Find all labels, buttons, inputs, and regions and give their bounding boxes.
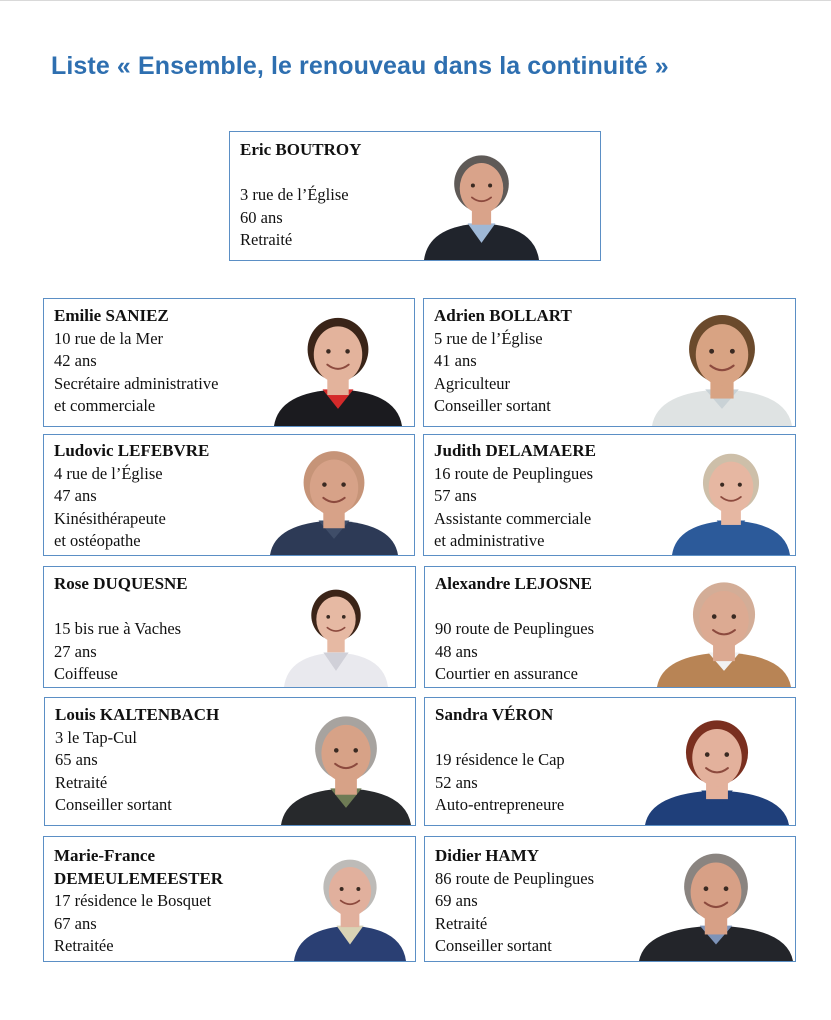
candidate-occupation: Secrétaire administrative — [54, 373, 219, 393]
portrait-eye-left — [334, 748, 339, 753]
portrait-eye-right — [342, 615, 346, 619]
candidate-portrait — [284, 572, 388, 687]
candidate-age: 60 ans — [240, 207, 283, 227]
portrait-face — [321, 725, 370, 782]
candidate-card — [43, 566, 416, 688]
candidate-card — [424, 566, 796, 688]
candidate-age: 27 ans — [54, 641, 97, 661]
candidate-address: 19 résidence le Cap — [435, 750, 565, 769]
candidate-card — [423, 434, 796, 556]
portrait-silhouette — [657, 572, 791, 687]
candidate-portrait — [281, 703, 411, 825]
portrait-silhouette — [645, 710, 789, 825]
portrait-eye-left — [705, 752, 710, 757]
portrait-eye-left — [326, 349, 331, 354]
portrait-face — [709, 462, 754, 514]
candidate-portrait — [424, 138, 539, 260]
candidate-status: Conseiller sortant — [435, 936, 552, 955]
portrait-eye-left — [322, 482, 327, 487]
candidate-portrait — [294, 843, 406, 961]
candidate-address: 15 bis rue à Vaches — [54, 619, 182, 638]
candidate-age: 52 ans — [435, 772, 478, 792]
portrait-face — [692, 729, 741, 787]
candidate-card — [44, 697, 416, 826]
candidate-card — [43, 434, 415, 556]
candidate-address: 86 route de Peuplingues — [435, 868, 595, 888]
candidate-name: Ludovic LEFEBVRE — [54, 441, 210, 460]
candidate-name: Judith DELAMAERE — [434, 441, 597, 460]
portrait-eye-right — [738, 483, 742, 487]
candidate-portrait — [645, 710, 789, 825]
portrait-silhouette — [424, 138, 539, 260]
portrait-eye-right — [724, 886, 729, 891]
page-title: Liste « Ensemble, le renouveau dans la continuité » — [51, 52, 669, 80]
candidate-status: Conseiller sortant — [434, 396, 551, 415]
portrait-eye-right — [724, 752, 729, 757]
candidate-occupation: Coiffeuse — [54, 664, 118, 683]
portrait-eye-right — [730, 349, 735, 354]
portrait-face — [460, 163, 504, 214]
portrait-eye-right — [345, 349, 350, 354]
portrait-silhouette — [639, 843, 793, 961]
candidate-portrait — [639, 843, 793, 961]
candidate-portrait — [657, 572, 791, 687]
candidate-name: Alexandre LEJOSNE — [435, 574, 592, 593]
candidate-age: 67 ans — [54, 913, 97, 933]
candidate-card — [43, 836, 416, 962]
portrait-eye-right — [488, 184, 492, 188]
candidate-name: Emilie SANIEZ — [54, 306, 169, 325]
candidate-address: 3 rue de l’Église — [240, 185, 349, 204]
portrait-eye-left — [712, 614, 717, 619]
candidate-status: Conseiller sortant — [55, 795, 172, 814]
candidate-name: Adrien BOLLART — [434, 306, 572, 325]
candidate-occupation: Agriculteur — [434, 373, 511, 393]
candidate-address: 10 rue de la Mer — [54, 328, 164, 348]
candidate-occupation: Courtier en assurance — [435, 664, 578, 683]
candidate-occupation: Assistante commerciale — [434, 508, 592, 528]
candidate-card — [424, 697, 796, 826]
candidate-occupation: Retraitée — [54, 936, 114, 955]
candidate-portrait — [672, 440, 790, 555]
portrait-eye-left — [471, 184, 475, 188]
candidate-name: Didier HAMY — [435, 846, 540, 865]
candidate-address: 3 le Tap-Cul — [55, 727, 137, 747]
portrait-eye-left — [704, 886, 709, 891]
candidate-age: 42 ans — [54, 351, 97, 370]
portrait-silhouette — [274, 304, 402, 426]
candidate-occupation: Retraité — [240, 230, 293, 249]
candidate-portrait — [652, 304, 792, 426]
candidate-age: 41 ans — [434, 351, 477, 370]
portrait-face — [699, 591, 748, 649]
candidate-address: 90 route de Peuplingues — [435, 619, 595, 638]
candidate-occupation: Auto-entrepreneure — [435, 795, 565, 814]
candidate-card — [43, 298, 415, 427]
portrait-eye-right — [731, 614, 736, 619]
portrait-silhouette — [294, 843, 406, 961]
portrait-silhouette — [652, 304, 792, 426]
candidate-occupation-line2: et commerciale — [54, 396, 156, 415]
candidate-name: Rose DUQUESNE — [54, 574, 188, 593]
portrait-eye-left — [720, 483, 724, 487]
candidate-card — [424, 836, 796, 962]
portrait-eye-left — [326, 615, 330, 619]
candidate-name: Marie-France — [54, 846, 155, 865]
portrait-face — [691, 862, 742, 921]
portrait-eye-right — [353, 748, 358, 753]
candidate-occupation: Kinésithérapeute — [54, 508, 166, 528]
candidate-occupation-line2: et administrative — [434, 531, 545, 550]
portrait-face — [314, 326, 362, 382]
candidate-portrait — [274, 304, 402, 426]
candidate-portrait — [270, 440, 398, 555]
portrait-eye-left — [340, 887, 344, 891]
portrait-face — [310, 460, 358, 516]
top-rule — [0, 0, 831, 1]
candidate-occupation-line2: et ostéopathe — [54, 531, 141, 550]
candidate-name: Sandra VÉRON — [435, 705, 554, 724]
portrait-eye-left — [709, 349, 714, 354]
candidate-age: 47 ans — [54, 486, 97, 505]
candidate-address: 16 route de Peuplingues — [434, 463, 594, 483]
candidate-occupation: Retraité — [435, 913, 488, 933]
candidate-address: 4 rue de l’Église — [54, 463, 163, 483]
portrait-silhouette — [284, 572, 388, 687]
portrait-silhouette — [281, 703, 411, 825]
candidate-age: 48 ans — [435, 641, 478, 661]
candidate-age: 65 ans — [55, 750, 98, 769]
candidate-card — [423, 298, 796, 427]
portrait-eye-right — [356, 887, 360, 891]
candidate-address: 17 résidence le Bosquet — [54, 891, 212, 910]
candidate-age: 69 ans — [435, 891, 478, 910]
candidate-name-line2: DEMEULEMEESTER — [54, 868, 224, 888]
portrait-face — [696, 324, 748, 385]
candidate-occupation: Retraité — [55, 772, 108, 792]
portrait-silhouette — [270, 440, 398, 555]
candidate-address: 5 rue de l’Église — [434, 328, 543, 348]
portrait-eye-right — [341, 482, 346, 487]
candidate-card — [229, 131, 601, 261]
portrait-face — [329, 867, 371, 916]
candidate-age: 57 ans — [434, 486, 477, 505]
candidate-name: Eric BOUTROY — [240, 140, 362, 159]
portrait-silhouette — [672, 440, 790, 555]
portrait-face — [316, 596, 355, 642]
candidate-name: Louis KALTENBACH — [55, 705, 220, 724]
